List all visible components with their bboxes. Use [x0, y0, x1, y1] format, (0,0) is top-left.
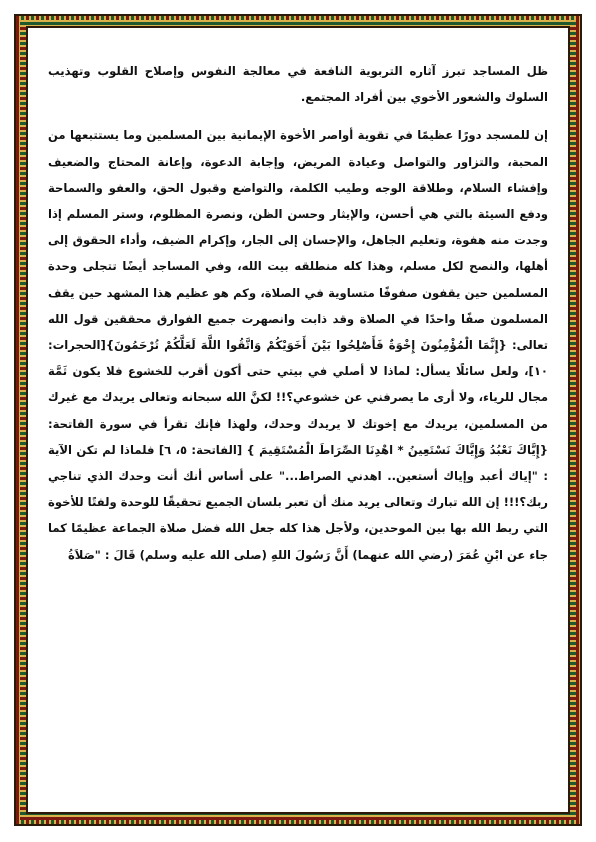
document-body — [48, 58, 548, 568]
paragraph-mosque-brotherhood — [48, 122, 548, 567]
paragraph-text: [الحجرات: ١٠]، ولعل سائلًا يسأل: لماذا لا أصلي في بيتي حتى أكون أقرب للخشوع فلا يكون ثَمَّة مجال للرياء، ولا أرى ما يصرفني عن خشوعي؟!! لكنَّ الله سبحانه وتعالى يريدك مع غيرك من المسلمين، يريدك مع إخوتك لا يريدك وحدك، ولهذا فإنك تقرأ في سورة الفاتحة: — [48, 338, 548, 431]
quran-verse-fatiha: {إِيَّاكَ نَعْبُدُ وَإِيَّاكَ نَسْتَعِينُ * اهْدِنَا الصِّرَاطَ الْمُسْتَقِيمَ } — [246, 442, 548, 457]
paragraph-text: إن للمسجد دورًا عظيمًا في تقوية أواصر الأخوة الإيمانية بين المسلمين وما يستتبعها من المحبة، والتزاور والتواصل وعيادة المريض، وإجابة الدعوة، وإعانة المحتاج والضعيف وإفشاء السلام، وطلاقة الوجه وطيب الكلمة، والتواضع وقبول الحق، والعفو والسماحة ودفع السيئة بالتي هي أحسن، والإيثار وحسن الظن، ونصرة المظلوم، وستر المسلم إذا وجدت منه هفوة، وتعليم الجاهل، والإحسان إلى الجار، وإكرام الضيف، وأداء الحقوق إلى أهلها، والنصح لكل مسلم، وهذا كله منطلقه بيت الله، وفي المساجد أيضًا تتجلى وحدة المسلمين حين يقفون صفوفًا متساوية في الصلاة، وكم هو عظيم هذا المشهد حين يقف المسلمون صفًا واحدًا في الصلاة وقد ذابت وانصهرت جميع الفوارق محققين قول الله تعالى: — [48, 128, 548, 353]
paragraph-intro — [48, 58, 548, 110]
paragraph-text: [الفاتحة: ٥، ٦] فلماذا لم تكن الآية : "إياك أعبد وإياك أستعين.. اهدني الصراط..." على أساس أنك أنت وحدك الذي تناجي ربك؟!!! إن الله تبارك وتعالى يريد منك أن تعبر بلسان الجميع تحقيقًا للوحدة ولفتًا للأخوة التي ربط الله بها بين الموحدين، ولأجل هذا كله جعل الله فضل صلاة الجماعة عظيمًا كما جاء عن ابْنِ عُمَرَ (رضي الله عنهما) أَنَّ رَسُولَ اللهِ (صلى الله عليه وسلم) قَالَ : "صَلاَةُ — [48, 442, 548, 562]
quran-verse-hujurat: {إِنَّمَا الْمُؤْمِنُونَ إِخْوَةٌ فَأَصْلِحُوا بَيْنَ أَخَوَيْكُمْ وَاتَّقُوا اللَّهَ لَعَلَّكُمْ تُرْحَمُونَ} — [105, 338, 507, 353]
paragraph-text: ظل المساجد تبرز آثاره التربوية النافعة في معالجة النفوس وإصلاح القلوب وتهذيب السلوك والشعور الأخوي بين أفراد المجتمع. — [48, 64, 548, 105]
